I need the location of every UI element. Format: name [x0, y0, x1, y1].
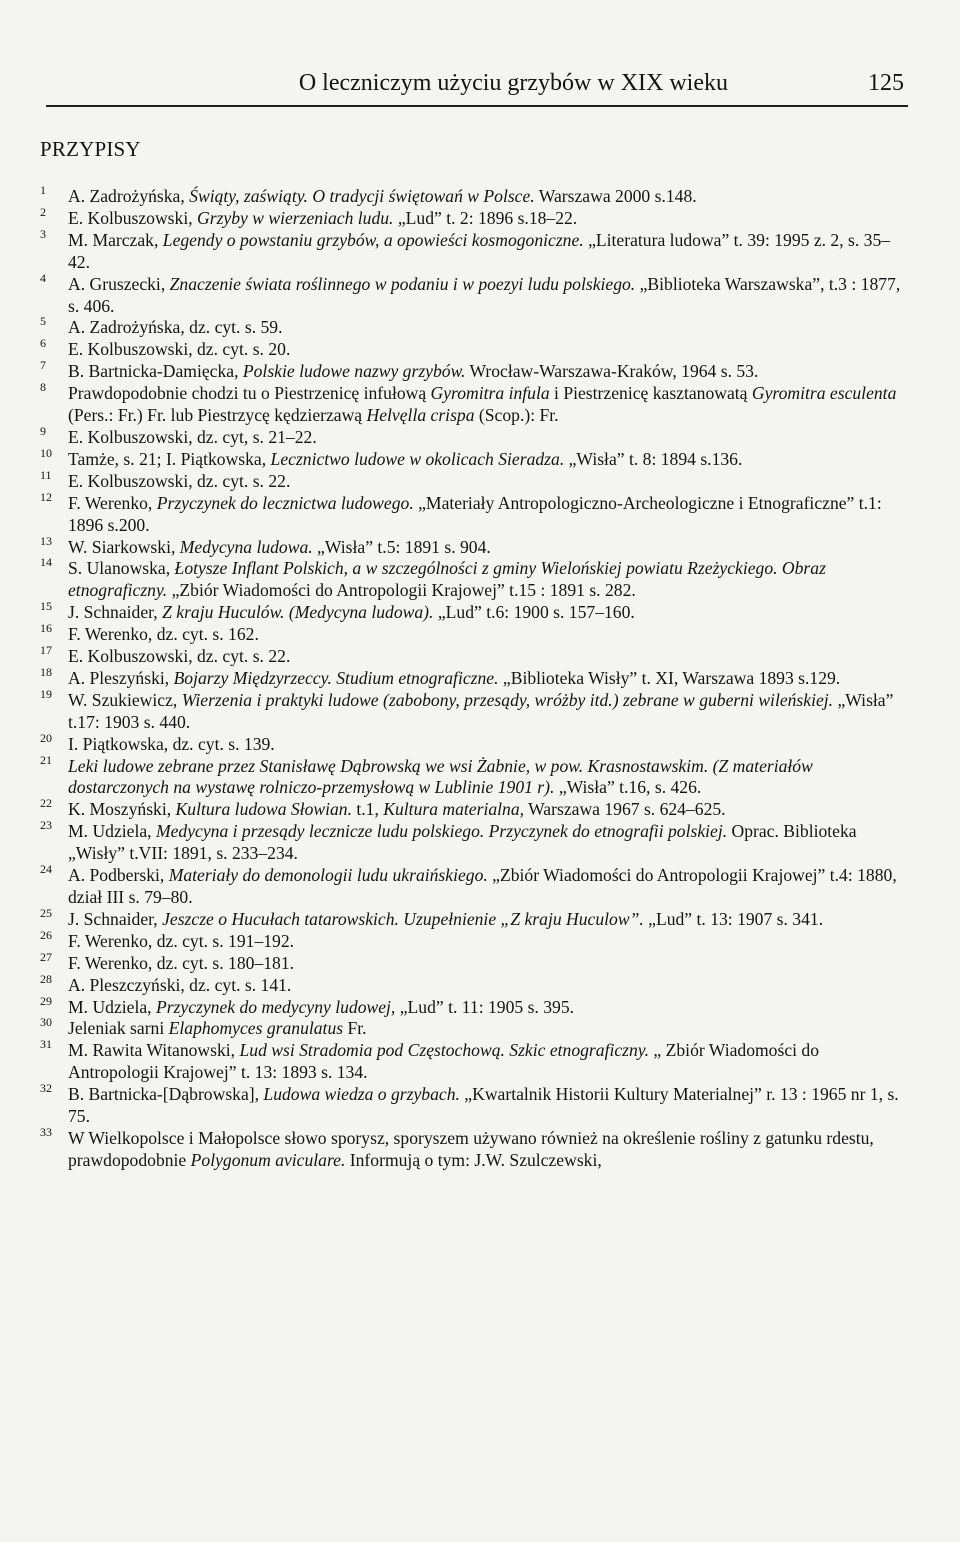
footnote-text: W Wielkopolsce i Małopolsce słowo sporysz, sporyszem używano również na określenie rośliny z gatunku rdestu, prawdopodobnie	[68, 1127, 874, 1170]
footnote	[40, 467, 908, 493]
footnote-title: Przyczynek do medycyny ludowej,	[155, 996, 396, 1017]
footnote-number: 29	[40, 993, 52, 1008]
footnote-text: K. Moszyński,	[68, 799, 176, 820]
footnote-text: „Lud” t.6: 1900 s. 157–160.	[433, 602, 635, 623]
footnote-number: 6	[40, 336, 46, 351]
footnote-number: 18	[40, 664, 52, 679]
footnotes-list	[40, 183, 908, 1172]
footnote	[40, 555, 908, 602]
footnote	[40, 204, 908, 230]
footnote-title: Polskie ludowe nazwy grzybów.	[242, 361, 466, 382]
footnote-text: „Kwartalnik Historii Kultury Materialnej” r. 13 : 1965 nr 1, s. 75.	[68, 1084, 899, 1127]
footnote-text: F. Werenko,	[68, 492, 157, 513]
footnote-text: „Zbiór Wiadomości do Antropologii Krajowej” t.15 : 1891 s. 282.	[167, 580, 636, 601]
footnote-number: 26	[40, 927, 52, 942]
footnote-text: I. Piątkowska, dz. cyt. s. 139.	[68, 733, 275, 754]
footnote-number: 12	[40, 489, 52, 504]
footnote-text: M. Marczak,	[68, 229, 163, 250]
footnote-number: 3	[40, 226, 46, 241]
footnote	[40, 489, 908, 537]
footnote-text: „Wisła” t.16, s. 426.	[554, 777, 702, 798]
footnote-title: Ludowa wiedza o grzybach.	[263, 1084, 460, 1105]
footnote-number: 9	[40, 423, 46, 438]
footnote-text: J. Schnaider,	[68, 908, 163, 929]
footnote-number: 14	[40, 555, 52, 570]
footnote-title: Jeszcze o Hucułach tatarowskich. Uzupełnienie „Z kraju Huculow”.	[162, 908, 644, 929]
footnote-number: 32	[40, 1081, 52, 1096]
footnote-title: Lud wsi Stradomia pod Częstochową. Szkic etnograficzny.	[239, 1040, 650, 1061]
footnote-text: M. Udziela,	[68, 996, 156, 1017]
footnote-text: „Wisła” t.5: 1891 s. 904.	[312, 536, 491, 557]
footnote-title: Kultura ludowa Słowian.	[175, 799, 352, 820]
footnote-text: Jeleniak sarni	[68, 1018, 169, 1039]
footnote-text: Informują o tym: J.W. Szulczewski,	[345, 1149, 602, 1170]
footnote-number: 20	[40, 730, 52, 745]
running-header	[46, 70, 908, 107]
footnote	[40, 730, 908, 756]
footnote-title: Przyczynek do lecznictwa ludowego.	[156, 492, 414, 513]
footnote-title: Wierzenia i praktyki ludowe (zabobony, przesądy, wróżby itd.) zebrane w guberni wileńskiej.	[181, 689, 834, 710]
footnote-text: (Pers.: Fr.) Fr. lub Piestrzycę kędzierzawą	[68, 405, 367, 426]
footnote-title: Helvęlla crispa	[366, 405, 475, 426]
footnote-number: 19	[40, 686, 52, 701]
footnote-number: 10	[40, 445, 52, 460]
footnote	[40, 905, 908, 931]
footnote-text: Prawdopodobnie chodzi tu o Piestrzenicę infułową	[68, 383, 431, 404]
footnote	[40, 1081, 908, 1128]
footnote	[40, 599, 908, 624]
footnote-text: Warszawa 1967 s. 624–625.	[524, 799, 726, 820]
footnote	[40, 314, 908, 339]
footnote	[40, 927, 908, 953]
footnote-text: M. Rawita Witanowski,	[68, 1040, 240, 1061]
footnote-number: 1	[40, 183, 46, 197]
footnote	[40, 993, 908, 1019]
footnote-number: 13	[40, 533, 52, 548]
footnote-title: Bojarzy Międzyrzeccy. Studium etnograficzne.	[173, 667, 499, 688]
footnote	[40, 226, 908, 274]
footnote-text: A. Podberski,	[68, 865, 169, 886]
footnote-number: 21	[40, 752, 52, 767]
footnote-number: 5	[40, 314, 46, 329]
footnote-number: 4	[40, 270, 46, 285]
footnote-title: Medycyna i przesądy lecznicze ludu polskiego. Przyczynek do etnografii polskiej.	[155, 821, 728, 842]
footnote-title: Łotysze Inflant Polskich, a w szczególności z gminy Wielońskiej powiatu Rzeżyckiego. Obraz etnograficzny.	[68, 558, 826, 601]
footnote-text: „Materiały Antropologiczno-Archeologiczne i Etnograficzne” t.1: 1896 s.200.	[68, 492, 882, 535]
footnote-number: 23	[40, 818, 52, 833]
footnote	[40, 183, 908, 208]
footnote-title: Elaphomyces granulatus	[168, 1018, 344, 1039]
footnote-number: 7	[40, 358, 46, 373]
footnote-text: „Lud” t. 13: 1907 s. 341.	[643, 908, 824, 929]
footnote-text: J. Schnaider,	[68, 602, 163, 623]
footnote-text: E. Kolbuszowski,	[68, 207, 198, 228]
footnote-title: Polygonum aviculare.	[190, 1149, 346, 1170]
footnote	[40, 1015, 908, 1040]
footnote-text: S. Ulanowska,	[68, 558, 175, 579]
footnote-text: F. Werenko, dz. cyt. s. 191–192.	[68, 930, 295, 951]
footnote-text: W. Siarkowski,	[68, 536, 180, 557]
footnote-text: „Biblioteka Wisły” t. XI, Warszawa 1893 s.129.	[498, 667, 841, 688]
footnote-text: F. Werenko, dz. cyt. s. 162.	[68, 624, 259, 645]
footnote-text: Wrocław-Warszawa-Kraków, 1964 s. 53.	[465, 361, 759, 382]
footnote-title: Lecznictwo ludowe w okolicach Sieradza.	[270, 448, 565, 469]
footnote-text: „Wisła” t.17: 1903 s. 440.	[68, 689, 894, 732]
footnote-title: Leki ludowe zebrane przez Stanisławę Dąbrowską we wsi Żabnie, w pow. Krasnostawskim. (Z materiałów dostarczonych na wystawę rolniczo-przemysłową w Lublinie 1901 r).	[68, 755, 813, 798]
footnote	[40, 621, 908, 646]
footnote	[40, 336, 908, 361]
footnote-text: A. Gruszecki,	[68, 273, 170, 294]
footnote-text: A. Zadrożyńska,	[68, 186, 190, 206]
footnote-text: W. Szukiewicz,	[68, 689, 182, 710]
footnote-title: Legendy o powstaniu grzybów, a opowieści kosmogoniczne.	[162, 229, 584, 250]
footnote-text: (Scop.): Fr.	[474, 405, 559, 426]
footnote-number: 8	[40, 380, 46, 395]
footnote-number: 25	[40, 905, 52, 920]
footnote-text: E. Kolbuszowski, dz. cyt. s. 20.	[68, 339, 291, 360]
footnote-number: 27	[40, 949, 52, 964]
footnote-number: 33	[40, 1124, 52, 1139]
footnote-text: „Biblioteka Warszawska”, t.3 : 1877, s. 406.	[68, 273, 901, 316]
footnote	[40, 818, 908, 865]
running-title: O leczniczym użyciu grzybów w XIX wieku	[298, 70, 728, 96]
footnote-title: Z kraju Huculów. (Medycyna ludowa).	[162, 602, 434, 623]
footnote-text: Fr.	[343, 1018, 367, 1039]
footnote	[40, 1037, 908, 1084]
footnote	[40, 423, 908, 449]
footnote-number: 15	[40, 599, 52, 614]
footnote-number: 24	[40, 862, 52, 877]
footnote	[40, 445, 908, 471]
footnote	[40, 380, 908, 427]
footnote	[40, 533, 908, 559]
footnote	[40, 643, 908, 668]
footnote-text: „Zbiór Wiadomości do Antropologii Krajowej” t.4: 1880, dział III s. 79–80.	[68, 865, 897, 907]
footnote	[40, 971, 908, 997]
footnote	[40, 686, 908, 734]
footnote-text: i Piestrzenicę kasztanowatą	[549, 383, 752, 404]
footnote-number: 30	[40, 1015, 52, 1030]
footnote-text: E. Kolbuszowski, dz. cyt, s. 21–22.	[68, 426, 317, 447]
footnote-text: B. Bartnicka-Damięcka,	[68, 361, 243, 382]
footnote-text: Tamże, s. 21; I. Piątkowska,	[68, 448, 271, 469]
page-number: 125	[868, 70, 904, 96]
footnote-title: Gyromitra infula	[430, 383, 550, 404]
footnote-text: „Lud” t. 11: 1905 s. 395.	[395, 996, 575, 1017]
footnote	[40, 796, 908, 821]
footnote-text: E. Kolbuszowski, dz. cyt. s. 22.	[68, 470, 291, 491]
footnote-text: Oprac. Biblioteka „Wisły” t.VII: 1891, s. 233–234.	[68, 821, 857, 864]
footnote-title: Świąty, zaświąty. O tradycji świętowań w Polsce.	[189, 186, 535, 206]
footnote-text: t.1,	[351, 799, 384, 820]
section-title: PRZYPISY	[40, 137, 141, 161]
footnote-title: Materiały do demonologii ludu ukraińskiego.	[168, 865, 488, 886]
footnote-title: Medycyna ludowa.	[179, 536, 313, 557]
footnote-title: Kultura materialna,	[383, 799, 525, 820]
footnote-text: E. Kolbuszowski, dz. cyt. s. 22.	[68, 646, 291, 667]
footnote-text: „Literatura ludowa” t. 39: 1995 z. 2, s. 35–42.	[68, 229, 891, 272]
footnote-number: 17	[40, 643, 52, 658]
footnote-text: Warszawa 2000 s.148.	[534, 186, 697, 206]
footnote-title: Znaczenie świata roślinnego w podaniu i w poezyi ludu polskiego.	[169, 273, 636, 294]
footnote-number: 11	[40, 467, 52, 482]
footnote	[40, 862, 908, 909]
footnote-text: M. Udziela,	[68, 821, 156, 842]
footnote-number: 2	[40, 204, 46, 219]
footnote-text: A. Pleszczyński, dz. cyt. s. 141.	[68, 974, 292, 995]
footnote-title: Gyromitra esculenta	[751, 383, 897, 404]
footnote-text: F. Werenko, dz. cyt. s. 180–181.	[68, 952, 295, 973]
footnote	[40, 270, 908, 318]
footnote-number: 28	[40, 971, 52, 986]
footnote-text: „Wisła” t. 8: 1894 s.136.	[564, 448, 743, 469]
footnote-text: B. Bartnicka-[Dąbrowska],	[68, 1084, 264, 1105]
footnote-text: „ Zbiór Wiadomości do Antropologii Krajowej” t. 13: 1893 s. 134.	[68, 1040, 820, 1083]
footnote	[40, 358, 908, 383]
footnote-title: Grzyby w wierzeniach ludu.	[197, 207, 394, 228]
footnote	[40, 1124, 908, 1172]
footnote-text: „Lud” t. 2: 1896 s.18–22.	[393, 207, 578, 228]
footnote-number: 31	[40, 1037, 52, 1052]
footnote	[40, 752, 908, 800]
footnote-number: 16	[40, 621, 52, 636]
footnote-number: 22	[40, 796, 52, 811]
footnote	[40, 949, 908, 975]
footnote-text: A. Pleszyński,	[68, 667, 174, 688]
footnote-text: A. Zadrożyńska, dz. cyt. s. 59.	[68, 317, 283, 338]
footnote	[40, 664, 908, 690]
